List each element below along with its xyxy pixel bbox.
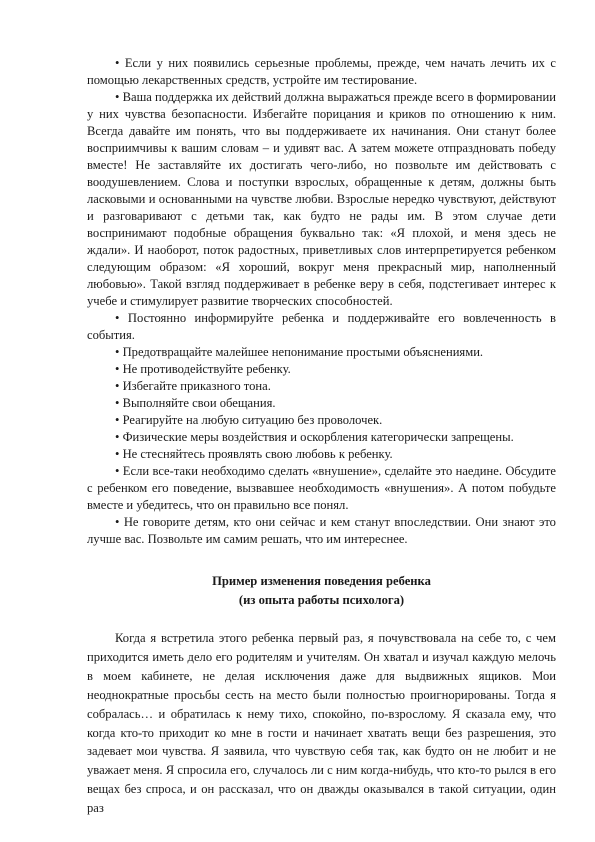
narrative-paragraph: Когда я встретила этого ребенка первый раз, я почувствовала на себе то, с чем приходится иметь дело его родителям и учителям. Он хватал и изучал каждую мелочь в моем кабинете, не делая исключения даже для выдвижных ящиков. Мои неоднократные просьбы сесть на место были полностью проигнорированы. Тогда я собралась… и обратилась к нему тихо, спокойно, по-взрослому. Я сказала ему, что когда кто-то приходит ко мне в гости и начинает хватать вещи без разрешения, это задевает мои чувства. Я заявила, что чувствую себя так, как будто он не любит и не уважает меня. Я спросила его, случалось ли с ним когда-нибудь, что кто-то рылся в его вещах без спроса, и он рассказал, что он дважды оказывался в такой ситуации, один раз [87,631,556,816]
bullet-future: • Не говорите детям, кто они сейчас и кем станут впоследствии. Они знают это лучше вас. Позвольте им самим решать, что им интереснее. [87,514,556,548]
bullet-testing: • Если у них появились серьезные проблемы, прежде, чем начать лечить их с помощью лекарственных средств, устройте им тестирование. [87,55,556,89]
bullet-no-oppose: • Не противодействуйте ребенку. [87,361,556,378]
section-heading-line2: (из опыта работы психолога) [238,593,405,607]
bullet-physical: • Физические меры воздействия и оскорбления категорически запрещены. [87,429,556,446]
bullet-prevent: • Предотвращайте малейшее непонимание простыми объяснениями. [87,344,556,361]
bullet-support: • Ваша поддержка их действий должна выражаться прежде всего в формировании у них чувства безопасности. Избегайте порицания и криков по отношению к ним. Всегда давайте им понять, что вы поддерживаете их начинания. Они станут более восприимчивы к вашим словам – и удивят вас. А затем можете отпраздновать победу вместе! Не заставляйте их достигать чего-либо, но позвольте им действовать с воодушевлением. Слова и поступки взрослых, обращенные к детям, должны быть ласковыми и основанными на чувстве любви. Взрослые нередко чувствуют, действуют и разговаривают с детьми так, как будто не рады им. В этом случае дети воспринимают подобные обращения буквально так: «Я плохой, и меня здесь не ждали». И наоборот, поток радостных, приветливых слов интерпретируется ребенком следующим образом: «Я хороший, вокруг меня прекрасный мир, наполненный любовью». Такой взгляд поддерживает в ребенке веру в себя, подстегивает интерес к учебе и стимулирует развитие творческих способностей. [87,89,556,310]
bullet-love: • Не стесняйтесь проявлять свою любовь к ребенку. [87,446,556,463]
page-body [87,55,556,818]
bullet-react: • Реагируйте на любую ситуацию без проволочек. [87,412,556,429]
bullet-inform: • Постоянно информируйте ребенка и поддерживайте его вовлеченность в события. [87,310,556,344]
section-heading [87,572,556,610]
bullet-avoid-orders: • Избегайте приказного тона. [87,378,556,395]
bullet-promises: • Выполняйте свои обещания. [87,395,556,412]
bullet-private-talk: • Если все-таки необходимо сделать «внушение», сделайте это наедине. Обсудите с ребенком его поведение, вызвавшее необходимость «внушения». А потом побудьте вместе и убедитесь, что он правильно все понял. [87,463,556,514]
section-heading-line1: Пример изменения поведения ребенка [212,574,431,588]
